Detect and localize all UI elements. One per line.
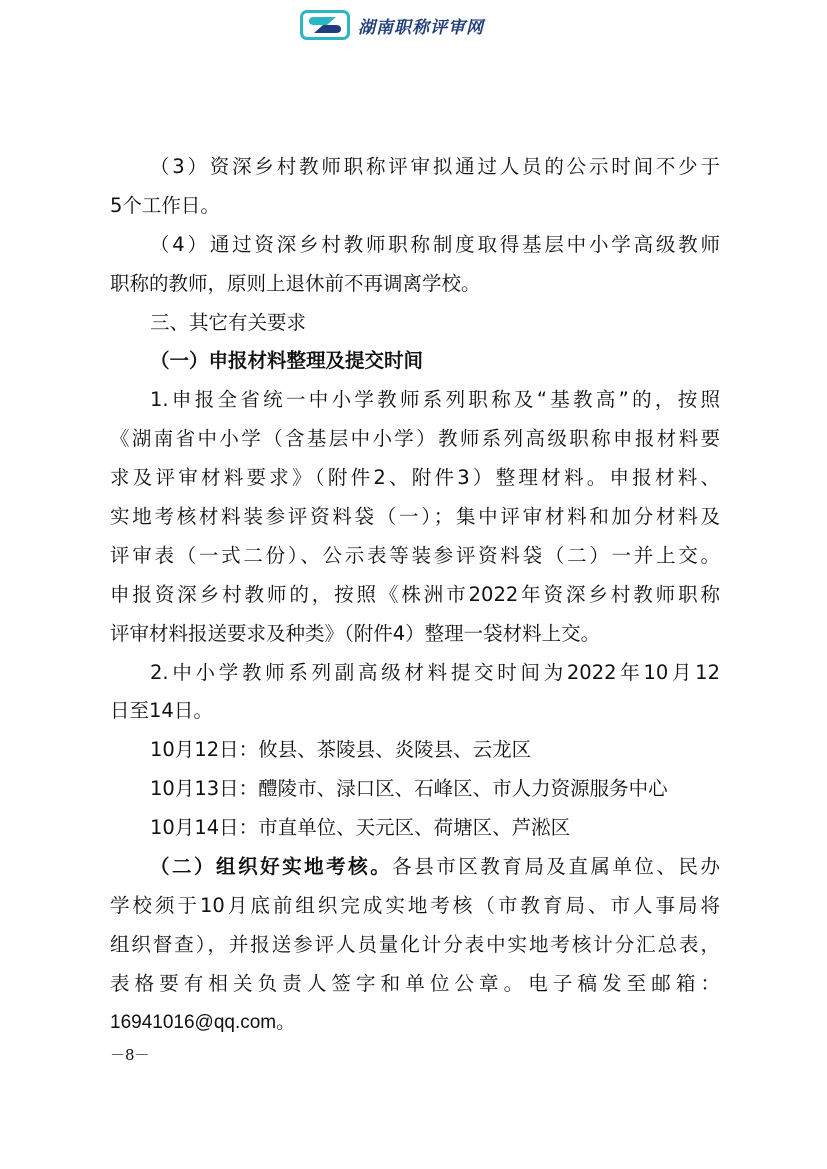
- text-fragment: 各县市区教育局及直属单位、民办: [392, 855, 720, 879]
- schedule-item: 10月12日：攸县、茶陵县、炎陵县、云龙区: [150, 738, 532, 762]
- text-line: [110, 848, 720, 887]
- text-line: 1.申报全省统一中小学教师系列职称及“基教高”的，按照: [150, 388, 720, 412]
- page-number: －8－: [110, 1046, 150, 1064]
- text-line: 职称的教师，原则上退休前不再调离学校。: [110, 271, 481, 295]
- text-line: 日至14日。: [110, 699, 213, 723]
- text-line: 评审材料报送要求及种类》（附件4）整理一袋材料上交。: [110, 621, 601, 645]
- site-logo-icon: [300, 10, 350, 40]
- text-line: （3）资深乡村教师职称评审拟通过人员的公示时间不少于: [150, 155, 720, 178]
- page-header: [300, 8, 484, 42]
- section-heading: 三、其它有关要求: [150, 310, 307, 334]
- subsection-heading: （一）申报材料整理及提交时间: [150, 349, 424, 373]
- email-address: 16941016@qq.com。: [110, 1011, 296, 1033]
- text-line: 学校须于10月底前组织完成实地考核（市教育局、市人事局将: [110, 893, 720, 917]
- text-line: 2.中小学教师系列副高级材料提交时间为2022年10月12: [150, 660, 720, 684]
- text-line: 求及评审材料要求》（附件2、附件3）整理材料。申报材料、: [110, 466, 720, 490]
- site-name: 湖南职称评审网: [358, 17, 484, 38]
- text-line: 《湖南省中小学（含基层中小学）教师系列高级职称申报材料要: [110, 427, 720, 451]
- body-text: [110, 148, 720, 1042]
- text-line: 组织督查），并报送参评人员量化计分表中实地考核计分汇总表，: [110, 932, 720, 956]
- text-line: 5个工作日。: [110, 193, 220, 217]
- schedule-item: 10月14日：市直单位、天元区、荷塘区、芦淞区: [150, 816, 571, 840]
- text-line: 表格要有相关负责人签字和单位公章。电子稿发至邮箱：: [110, 971, 720, 995]
- text-line: 申报资深乡村教师的，按照《株洲市2022年资深乡村教师职称: [110, 582, 720, 606]
- text-line: 实地考核材料装参评资料袋（一）；集中评审材料和加分材料及: [110, 505, 720, 529]
- subsection-heading: （二）组织好实地考核。: [150, 855, 393, 879]
- schedule-item: 10月13日：醴陵市、渌口区、石峰区、市人力资源服务中心: [150, 777, 668, 801]
- text-line: 评审表（一式二份）、公示表等装参评资料袋（二）一并上交。: [110, 543, 720, 567]
- text-line: （4）通过资深乡村教师职称制度取得基层中小学高级教师: [150, 232, 720, 256]
